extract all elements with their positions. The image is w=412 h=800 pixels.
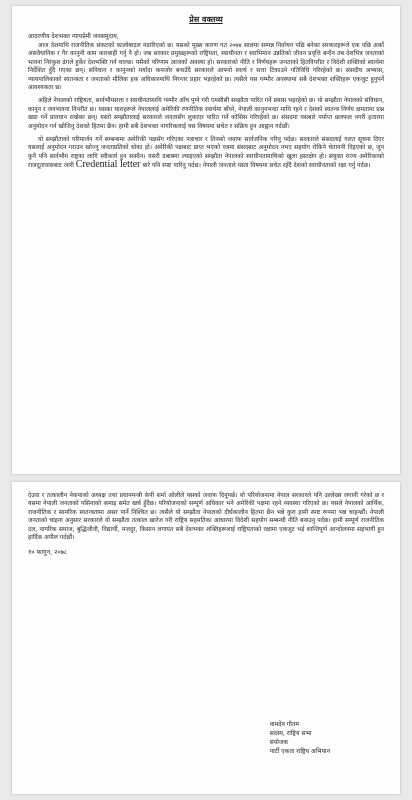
paragraph-3-end: बारे पनि स्पष्ट पारिनु पर्दछ। नेपाली जनताले यस्ता विषयमा सचेत रहँदै देशको स्वाधीनताको रक्षा गर्नु पर्दछ। xyxy=(142,162,371,170)
paragraph-4: देउवा र तत्कालीन नेकपाको अध्यक्ष तथा प्रधानमन्त्री केपी शर्मा ओलीले यसको जवाफ दिनुपर्छ। यो परियोजनामा नेपाल सरकारले पनि उल्लेख्य लगानी गरेको छ र यसमा नेपाली जनताको पसिनाको कमाइ समेत खर्च हुँदैछ। परियोजनाको सम्पूर्ण अधिकार भने अमेरिकी पक्षमा रहने व्यवस्था गरिएको छ। यसले नेपालको आर्थिक, राजनीतिक र सामरिक स्वतन्त्रतामा असर पार्ने निश्चित छ। त्यसैले यो सम्झौता नेपालको दीर्घकालीन हितमा छैन भन्ने कुरा हामी स्पष्ट रूपमा भन्न चाहन्छौं। नेपाली जनताको चाहना अनुसार सरकारले यो सम्झौता तत्काल खारेज गरी राष्ट्रिय सहमतिका आधारमा विदेशी सहयोग सम्बन्धी नीति बनाउनु पर्दछ। हामी सम्पूर्ण राजनीतिक दल, नागरिक समाज, बुद्धिजीवी, विद्यार्थी, मजदुर, किसान लगायत सबै देशभक्त शक्तिहरूलाई राष्ट्रियताको रक्षामा एकजुट भई शान्तिपूर्ण आन्दोलनमा सहभागी हुन हार्दिक अपील गर्दछौं। xyxy=(28,492,384,542)
press-release-page-2 xyxy=(12,482,400,794)
signatory-organization: पार्टी एकता राष्ट्रिय अभियान xyxy=(269,748,330,755)
salutation: आदरणीय देशभक्त न्यायप्रेमी जनसमुदाय, xyxy=(28,33,119,40)
signatory-name: वामदेव गौतम xyxy=(269,721,299,728)
page-title: प्रेस वक्तव्य xyxy=(189,14,223,24)
signatory-role: संयोजक xyxy=(269,739,289,746)
credential-letter-term: Credential letter xyxy=(75,159,141,171)
paragraph-3-text: यो सम्झौताको परिमार्जन गर्ने सम्बन्धमा अमेरिकी पक्षसँग गरिएका पत्राचार र तिनको जवाफ सार्वजनिक गरिनु पर्दछ। सरकारले संसदलाई गलत सूचना दिएर यसलाई अनुमोदन गराउन खोज्नु जनताप्रतिको धोका हो। अमेरिकी पक्षबाट प्राप्त भएको पत्रमा संसदबाट अनुमोदन नभए सहयोग रोकिने चेतावनी दिइएको छ, जुन कुनै पनि सार्वभौम राष्ट्रका लागि स्वीकार्य हुन सक्दैन। यसरी दबाबमा ल्याइएको सम्झौता नेपालको स्वाधीनतामाथिको खुला हस्तक्षेप हो। संयुक्त राज्य अमेरिकाको राजदूतावासबाट जारी xyxy=(28,136,384,170)
signature-block xyxy=(270,720,330,756)
signatory-position: सदस्य, राष्ट्रिय सभा xyxy=(269,730,312,737)
press-release-page-1 xyxy=(12,6,400,474)
paragraph-2: अहिले नेपालको राष्ट्रियता, सार्वभौमसत्ता र स्वाधीनतामाथि गम्भीर आँच पुग्ने गरी एमसीसी सम्झौता पारित गर्ने प्रयास भइरहेको छ। यो सम्झौता नेपालको संविधान, कानुन र जनभावना विपरीत छ। यसका धाराहरूले नेपाललाई अमेरिकी रणनीतिक स्वार्थमा बाँध्ने, नेपाली कानुनभन्दा माथि रहने र देशको स्वतन्त्र निर्णय क्षमतामा प्रश्न खडा गर्ने प्रावधान राखेका छन्। यस्तो सम्झौतालाई सरकारले जनतासँग लुकाएर पारित गर्ने कोसिस गरिरहेको छ। संसदमा यसबारे पर्याप्त छलफल नगरी हतारमा अनुमोदन गर्न खोजिनु देशको हितमा छैन। हामी सबै देशभक्त नागरिकलाई यस विषयमा सचेत र सक्रिय हुन आह्वान गर्दछौं। xyxy=(28,97,384,130)
paragraph-3 xyxy=(28,136,384,171)
paragraph-1: आज देशमाथि राजनीतिक संकटको कालोबादल मडारिएको छ। यसको मुख्य कारण गत २०७४ सालमा सम्पन्न निर्वाचन पछि बनेका सरकारहरूले एक पछि अर्को असवैधानिक र गैर कानुनी काम कारबाही गर्नु नै हो। जब सरकार प्रमुखहरूको राष्ट्रियता, स्वाधीनता र स्वाभिमान उन्नतिको जीवन प्रवृत्ति बन्दैन तब देशभित्र जनताको भावना निरंकुश ढंगले हुर्केर देशभक्ति गर्न थाल्छ। यसैको परिणाम आजको अवस्था हो। सरकारको नीति र निर्णयहरू जनताको हितविपरीत र विदेशी शक्तिको स्वार्थमा निर्देशित हुँदै गएका छन्। संविधान र कानुनको मर्यादा कमजोर बनाउँदै सरकारले आफ्नो स्वार्थ र सत्ता टिकाउने गतिविधि गरिरहेको छ। संसदीय अभ्यास, न्यायपालिकाको स्वतन्त्रता र जनताको मौलिक हक अधिकारमाथि निरन्तर प्रहार भइरहेको छ। त्यसैले यस गम्भीर अवस्थामा सबै देशभक्त शक्तिहरू एकजुट हुनुपर्ने आवश्यकता छ। xyxy=(28,42,384,92)
release-date: १० फागुन, २०७८ xyxy=(28,549,68,557)
